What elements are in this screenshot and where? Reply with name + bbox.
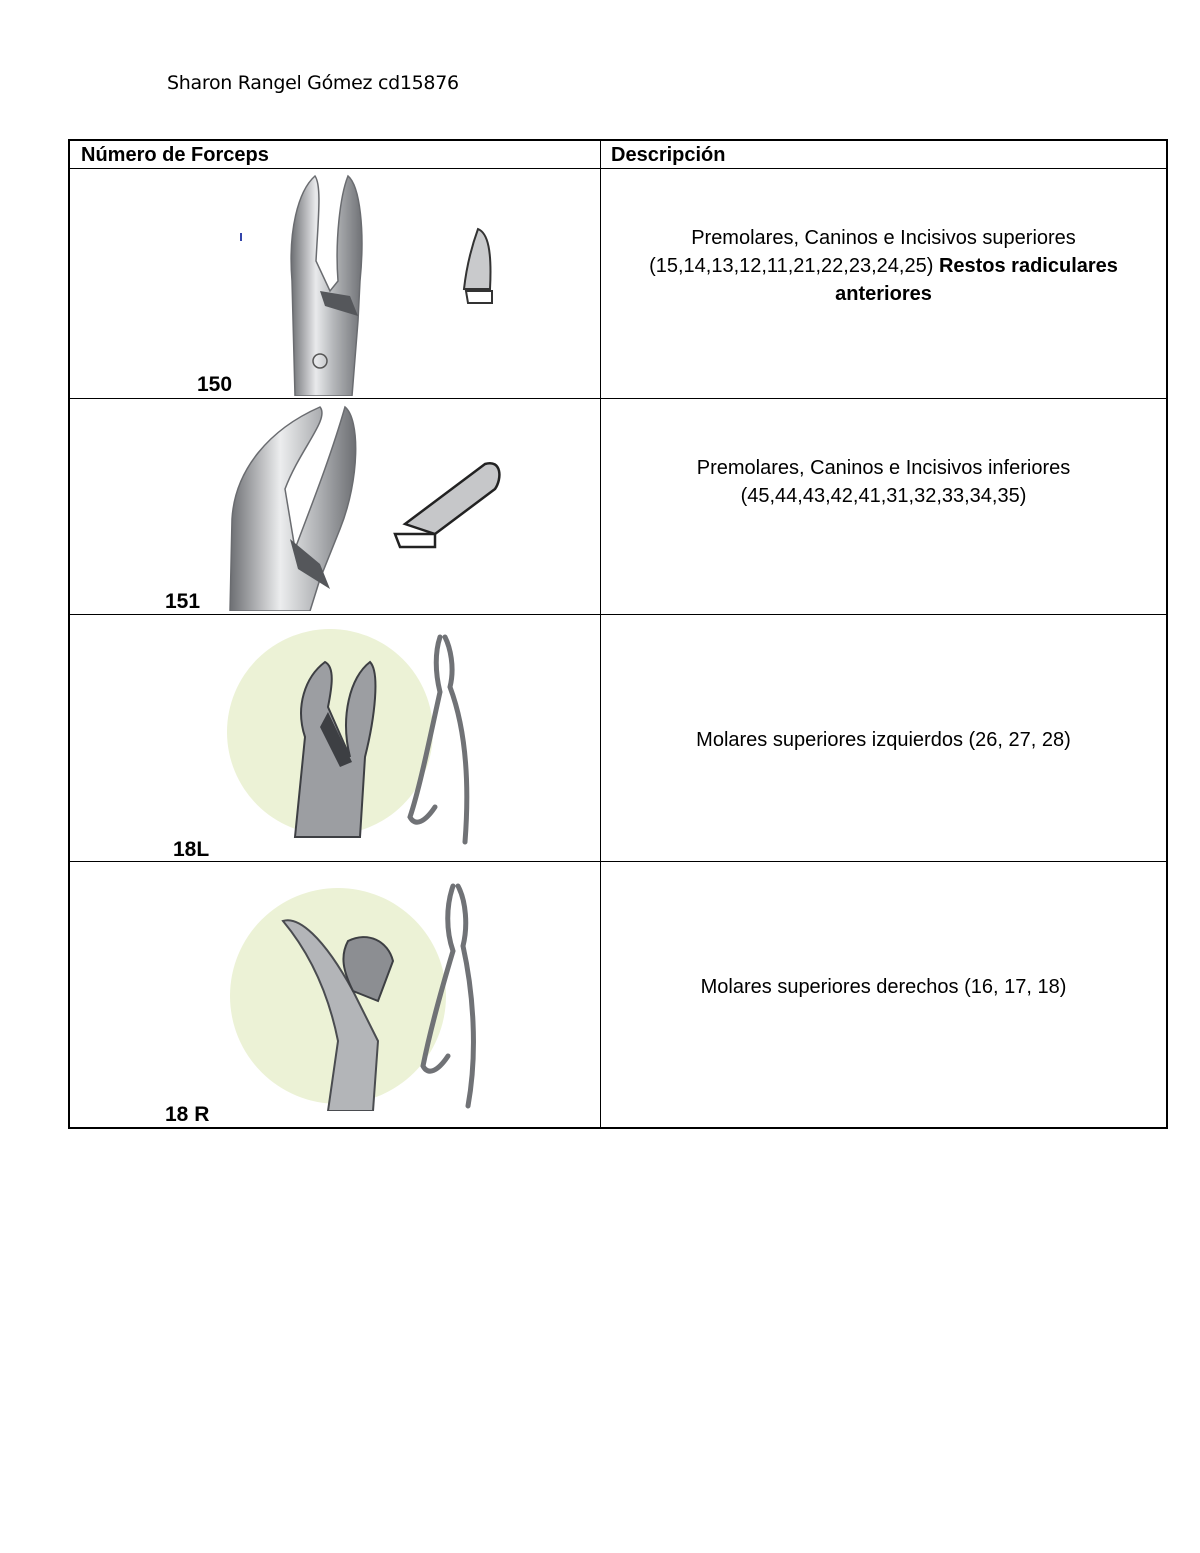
- header-number: Número de Forceps: [81, 144, 269, 166]
- author-name: Sharon Rangel Gómez cd15876: [167, 72, 459, 94]
- forceps-18r-image: [228, 881, 498, 1111]
- forceps-151-image: [210, 399, 508, 611]
- row-divider: [70, 861, 1166, 862]
- row-divider: [70, 614, 1166, 615]
- forceps-number: 150: [197, 373, 233, 396]
- forceps-number: 18L: [173, 838, 210, 861]
- forceps-number: 151: [165, 590, 201, 613]
- forceps-number: 18 R: [165, 1103, 210, 1126]
- forceps-150-image: [240, 171, 510, 396]
- row-divider: [70, 168, 1166, 169]
- description-151: Premolares, Caninos e Incisivos inferiores (45,44,43,42,41,31,32,33,34,35): [696, 457, 1071, 507]
- description-18r: Molares superiores derechos (16, 17, 18): [700, 976, 1067, 998]
- forceps-table: [68, 139, 1168, 1129]
- description-18l: Molares superiores izquierdos (26, 27, 28): [696, 729, 1071, 751]
- description-150: Premolares, Caninos e Incisivos superiores (15,14,13,12,11,21,22,23,24,25) Restos radiculares anteriores: [649, 227, 1118, 305]
- forceps-18l-image: [220, 617, 490, 847]
- header-description: Descripción: [611, 144, 726, 166]
